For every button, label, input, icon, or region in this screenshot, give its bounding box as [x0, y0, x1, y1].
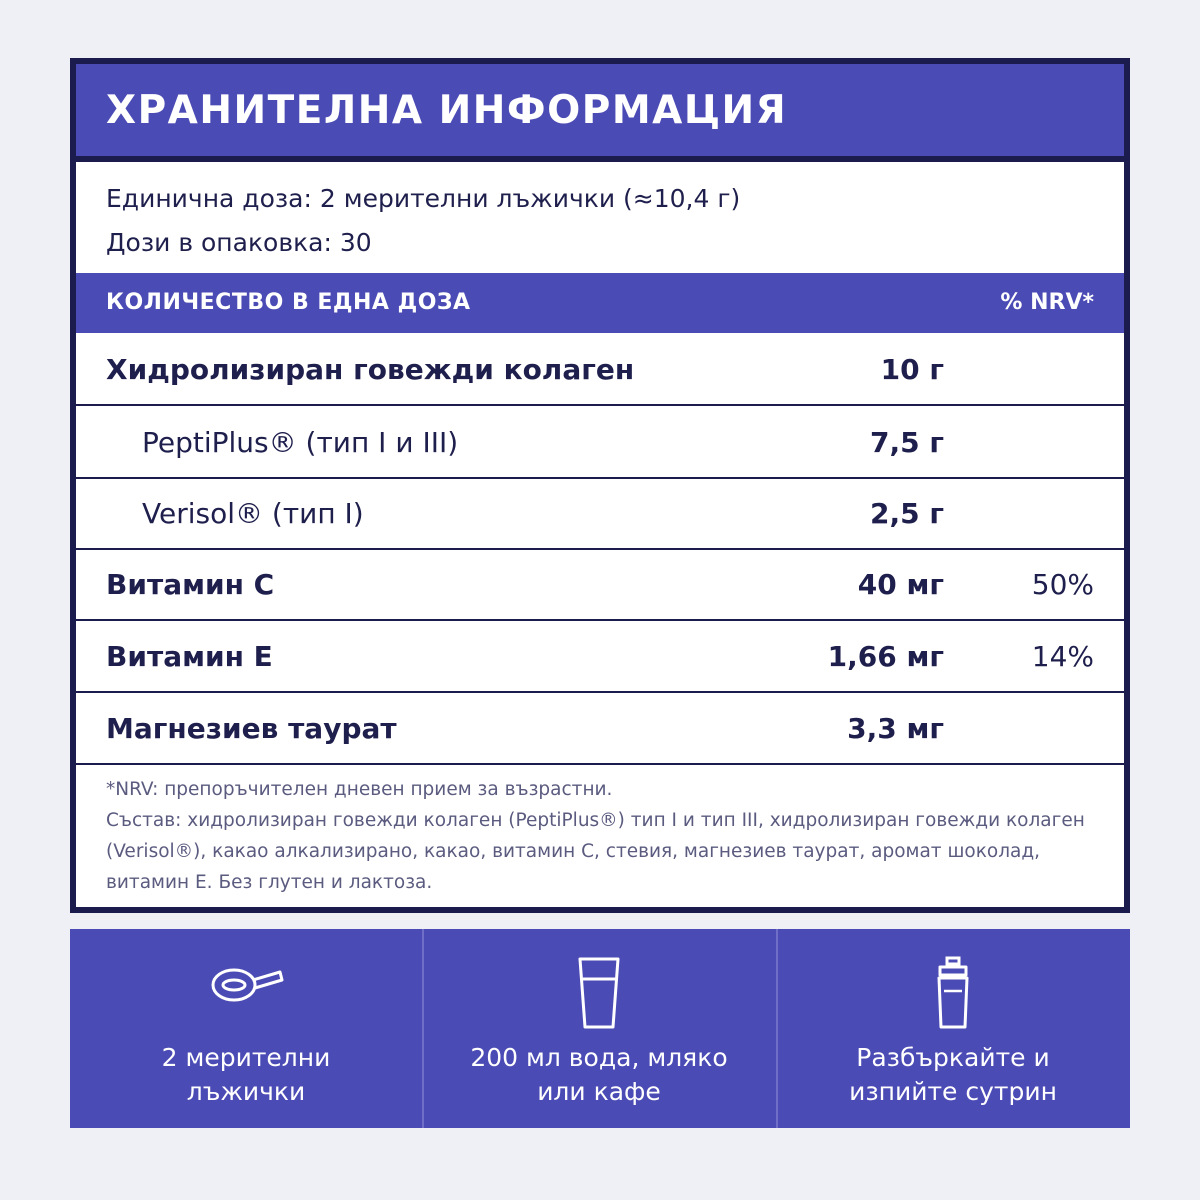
row-amount: 2,5 г	[870, 497, 944, 530]
row-name: Verisol® (тип I)	[142, 497, 364, 530]
step-liquid	[422, 929, 776, 1128]
serving-size: Единична доза: 2 мерителни лъжички (≈10,4 г)	[106, 184, 741, 213]
nutrition-panel	[70, 58, 1130, 913]
row-name: Витамин Е	[106, 640, 273, 673]
row-amount: 40 мг	[857, 568, 944, 601]
table-header	[76, 273, 1124, 333]
step-label: 2 мерителни лъжички	[161, 1043, 331, 1106]
table-row	[76, 692, 1124, 765]
row-amount: 3,3 мг	[847, 712, 944, 745]
step-shake	[776, 929, 1130, 1128]
nrv-header: % NRV*	[1000, 290, 1094, 315]
step-label: Разбъркайте и изпийте сутрин	[849, 1043, 1057, 1106]
row-name: Магнезиев таурат	[106, 712, 397, 745]
footnotes	[106, 774, 1096, 898]
shaker-icon	[931, 955, 975, 1035]
row-amount: 1,66 мг	[827, 640, 944, 673]
ingredients-text: Състав: хидролизиран говежди колаген (PeptiPlus®) тип I и тип III, хидролизиран говежди колаген (Verisol®), какао алкализирано, какао, витамин С, стевия, магнезиев таурат, аромат шоколад, витамин Е. Без глутен и лактоза.	[106, 810, 1085, 893]
servings-per-pack: Дози в опаковка: 30	[106, 228, 372, 257]
title-bar	[76, 64, 1124, 162]
glass-icon	[574, 955, 624, 1035]
row-name: PeptiPlus® (тип I и III)	[142, 426, 459, 459]
nrv-footnote: *NRV: препоръчителен дневен прием за възрастни.	[106, 779, 613, 800]
table-row	[76, 333, 1124, 406]
page-title: ХРАНИТЕЛНА ИНФОРМАЦИЯ	[106, 88, 788, 133]
table-row	[76, 548, 1124, 621]
step-scoops	[70, 929, 422, 1128]
row-name: Хидролизиран говежди колаген	[106, 353, 635, 386]
preparation-steps	[70, 929, 1130, 1128]
row-amount: 10 г	[880, 353, 944, 386]
amount-per-serving-header: КОЛИЧЕСТВО В ЕДНА ДОЗА	[106, 290, 471, 315]
row-amount: 7,5 г	[870, 426, 944, 459]
scoop-icon	[206, 955, 286, 1019]
row-nrv: 14%	[1031, 640, 1094, 673]
table-row	[76, 406, 1124, 479]
step-label: 200 мл вода, мляко или кафе	[470, 1043, 728, 1106]
table-row	[76, 620, 1124, 693]
row-name: Витамин С	[106, 568, 275, 601]
table-row	[76, 477, 1124, 550]
row-nrv: 50%	[1031, 568, 1094, 601]
